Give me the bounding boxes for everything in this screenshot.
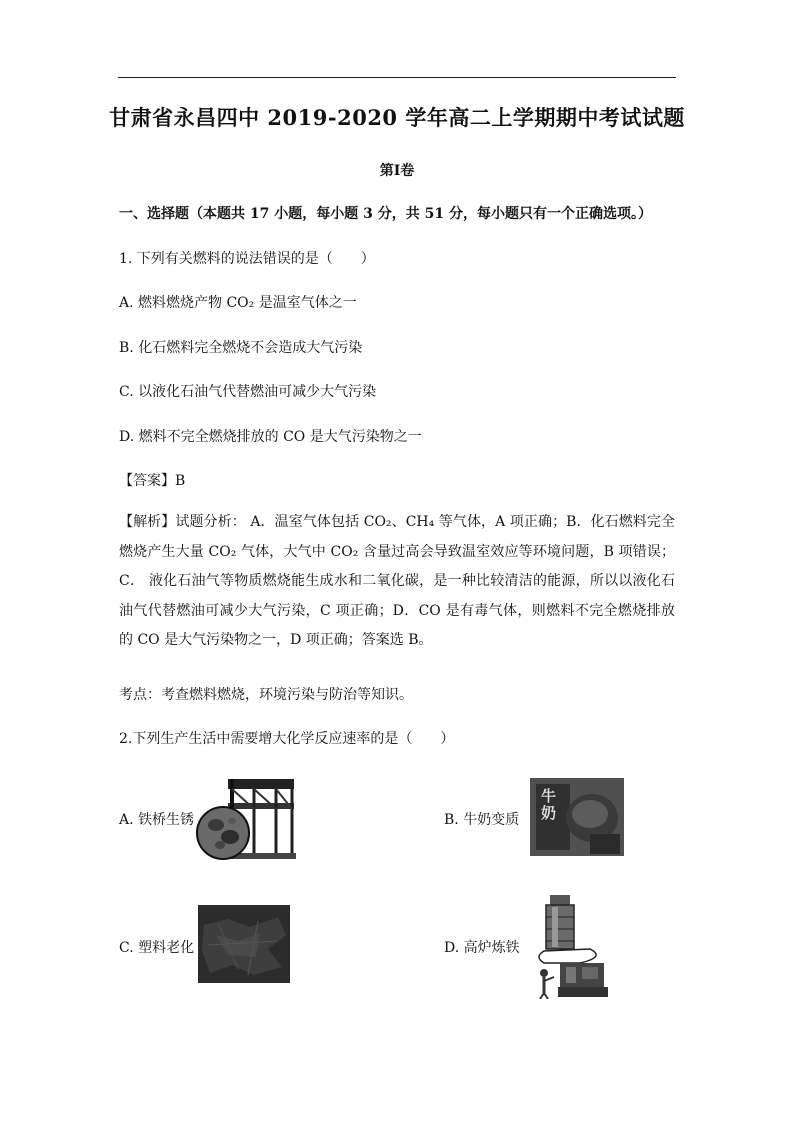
q2-option-b: B. 牛奶变质 [444,812,520,828]
rusting-bridge-image [196,775,296,863]
aged-plastic-image [198,905,290,983]
q2-stem: 2.下列生产生活中需要增大化学反应速率的是（ ） [119,731,455,747]
milk-carton-label: 牛奶 [539,788,557,822]
q1-knowledge-point: 考点：考查燃料燃烧，环境污染与防治等知识。 [119,687,413,703]
q1-option-d: D. 燃料不完全燃烧排放的 CO 是大气污染物之一 [119,429,422,445]
q1-stem: 1. 下列有关燃料的说法错误的是（ ） [119,251,375,267]
page-title: 甘肃省永昌四中 2019-2020 学年高二上学期期中考试试题 [109,105,685,130]
q1-option-b: B. 化石燃料完全燃烧不会造成大气污染 [119,340,363,356]
section-heading: 一、选择题（本题共 17 小题，每小题 3 分，共 51 分，每小题只有一个正确选项。） [119,206,652,222]
header-rule [118,77,676,78]
q2-option-a: A. 铁桥生锈 [119,812,195,828]
volume-heading: 第Ⅰ卷 [379,163,415,179]
q2-option-c: C. 塑料老化 [119,940,195,956]
q2-option-d: D. 高炉炼铁 [444,940,520,956]
blast-furnace-image [530,893,612,999]
q1-answer: 【答案】B [119,473,186,489]
spoiled-milk-image [530,778,624,856]
q1-option-a: A. 燃料燃烧产物 CO₂ 是温室气体之一 [119,295,357,311]
q1-option-c: C. 以液化石油气代替燃油可减少大气污染 [119,384,377,400]
q1-analysis: 【解析】试题分析： A．温室气体包括 CO₂、CH₄ 等气体，A 项正确；B．化石燃料完全燃烧产生大量 CO₂ 气体，大气中 CO₂ 含量过高会导致温室效应等环境问题，B 项错误；C． 液化石油气等物质燃烧能生成水和二氧化碳，是一种比较清洁的能源，所以以液化石油气代替燃油可减少大气污染，C 项正确；D．CO 是有毒气体，则燃料不完全燃烧排放的 CO 是大气污染物之一，D 项正确；答案选 B。 [119,514,675,648]
